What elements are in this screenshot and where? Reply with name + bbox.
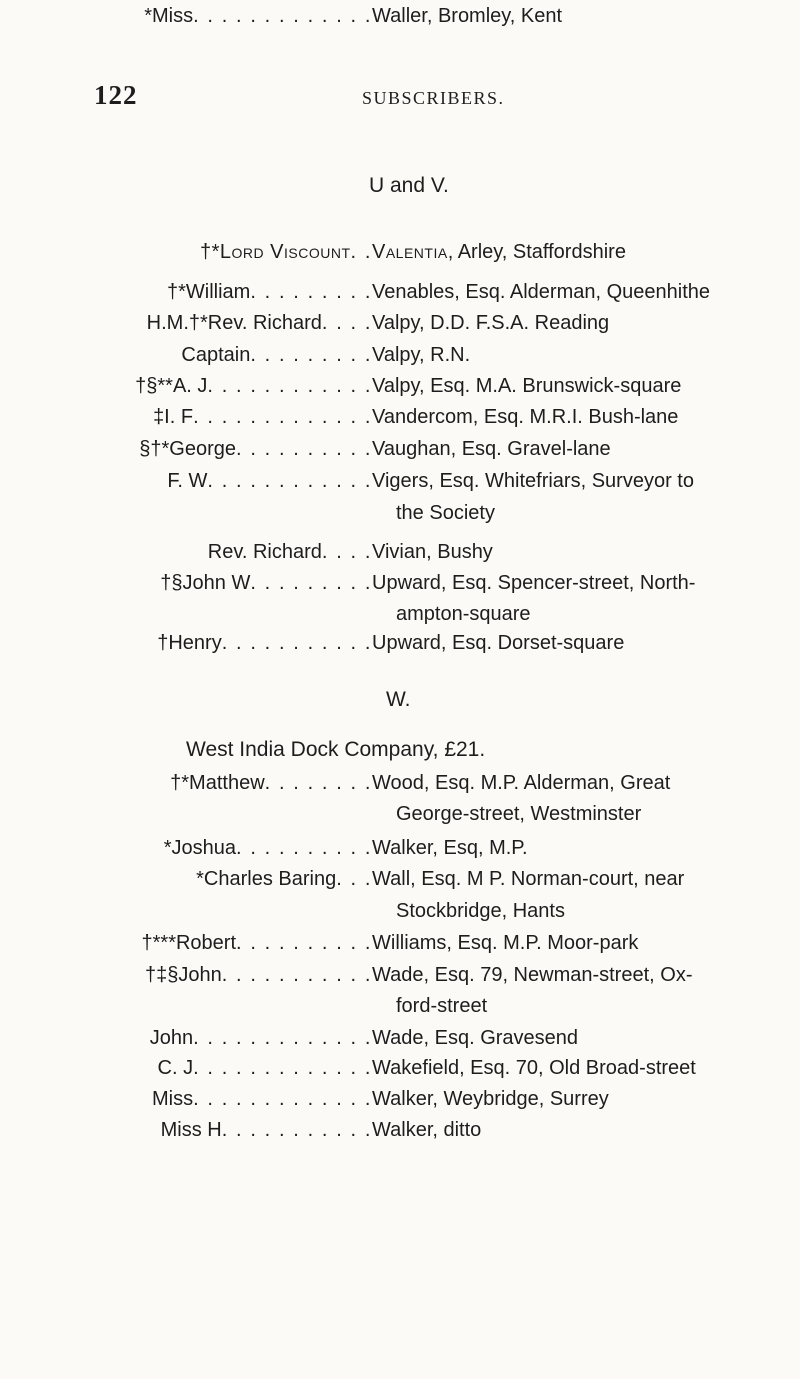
subscriber-detail: Valpy, R.N. — [372, 344, 471, 366]
subscriber-detail: Walker, ditto — [372, 1119, 482, 1141]
leader-dots: . . . . . . . . . . . . . — [193, 1027, 372, 1049]
given-name-text: †*Lord Viscount — [199, 241, 351, 263]
subscriber-detail: Walker, Weybridge, Surrey — [372, 1088, 609, 1110]
given-name-text: †§John W — [160, 572, 251, 594]
leader-dots: . . . . . . . . . . . . . — [193, 1088, 372, 1110]
leader-dots: . . . . . . . . . . . . — [207, 375, 372, 397]
given-name-text: †‡§John — [144, 964, 222, 986]
subscriber-detail-continuation: ford-street — [396, 995, 488, 1017]
subscriber-given-name — [157, 627, 372, 660]
given-name-text: §†*George — [139, 438, 237, 460]
leader-dots: . . . . — [321, 541, 372, 563]
subscriber-detail: Upward, Esq. Spencer-street, North- — [372, 572, 696, 594]
given-name-text: †***Robert — [141, 932, 237, 954]
leader-dots: . . . . . . . . . . . . . — [193, 1057, 372, 1079]
given-name-text: Miss — [151, 1088, 194, 1110]
section-intro-w: West India Dock Company, £21. — [186, 738, 486, 761]
subscriber-detail-continuation: George-street, Westminster — [396, 803, 642, 825]
leader-dots: . . . . . . . . . . — [236, 837, 372, 859]
given-name-text: †§**A. J — [135, 375, 208, 397]
subscriber-detail: Wall, Esq. M P. Norman-court, near — [372, 868, 685, 890]
subscriber-detail: Valpy, D.D. F.S.A. Reading — [372, 312, 610, 334]
given-name-text: †*William — [166, 281, 251, 303]
subscriber-given-name — [160, 567, 372, 600]
subscriber-given-name — [142, 927, 373, 960]
given-name-text: Rev. Richard — [207, 541, 322, 563]
subscriber-given-name — [164, 832, 372, 865]
subscriber-given-name — [147, 307, 372, 340]
given-name-text: C. J — [157, 1057, 194, 1079]
given-name-text: *Miss — [144, 5, 194, 27]
subscriber-detail: Valentia, Arley, Staffordshire — [372, 241, 626, 263]
subscriber-given-name — [208, 536, 372, 569]
subscriber-detail: Vandercom, Esq. M.R.I. Bush-lane — [372, 406, 679, 428]
given-name-text: Captain — [181, 344, 251, 366]
given-name-text: ‡I. F — [153, 406, 194, 428]
subscriber-given-name — [135, 370, 372, 403]
subscriber-given-name — [150, 1022, 372, 1055]
leader-dots: . . . . . . . . . . . — [221, 632, 372, 654]
subscriber-given-name — [139, 433, 372, 466]
subscriber-detail: Williams, Esq. M.P. Moor-park — [372, 932, 639, 954]
given-name-text: Miss H — [160, 1119, 222, 1141]
subscriber-detail: Walker, Esq, M.P. — [372, 837, 528, 859]
page-number: 122 — [94, 80, 138, 110]
subscriber-detail-continuation: Stockbridge, Hants — [396, 900, 565, 922]
leader-dots: . . . . . . . . . . . . . — [193, 406, 372, 428]
given-name-text: F. W — [167, 470, 208, 492]
subscriber-detail: Venables, Esq. Alderman, Queenhithe — [372, 281, 711, 303]
subscriber-given-name — [144, 0, 372, 33]
given-name-text: †Henry — [157, 632, 222, 654]
subscriber-given-name — [158, 1052, 372, 1085]
section-heading-uv: U and V. — [369, 174, 449, 197]
subscriber-given-name — [200, 236, 372, 269]
leader-dots: . . . . . . . . . . . . — [207, 470, 372, 492]
leader-dots: . . . . . . . . . . — [236, 438, 372, 460]
leader-dots: . . . . . . . . . . . — [221, 1119, 372, 1141]
subscriber-given-name — [181, 339, 372, 372]
running-head: SUBSCRIBERS. — [362, 88, 505, 108]
given-name-text: *Charles Baring — [196, 868, 337, 890]
leader-dots: . . . . — [321, 312, 372, 334]
subscriber-detail: Waller, Bromley, Kent — [372, 5, 563, 27]
subscriber-detail: Wood, Esq. M.P. Alderman, Great — [372, 772, 671, 794]
subscriber-detail: Wade, Esq. Gravesend — [372, 1027, 579, 1049]
leader-dots: . . . . . . . . — [264, 772, 372, 794]
subscriber-detail: Upward, Esq. Dorset-square — [372, 632, 625, 654]
given-name-text: †*Matthew — [170, 772, 265, 794]
subscriber-detail: Vivian, Bushy — [372, 541, 493, 563]
subscriber-detail: Vaughan, Esq. Gravel-lane — [372, 438, 611, 460]
given-name-text: H.M.†*Rev. Richard — [146, 312, 322, 334]
leader-dots: . . . . . . . . . — [250, 344, 372, 366]
leader-dots: . . . — [336, 868, 372, 890]
subscriber-given-name — [196, 863, 372, 896]
subscriber-given-name — [170, 767, 372, 800]
leader-dots: . . . . . . . . . — [250, 572, 372, 594]
given-name-text: *Joshua — [163, 837, 237, 859]
leader-dots: . . . . . . . . . . . — [221, 964, 372, 986]
leader-dots: . . . . . . . . . . — [236, 932, 372, 954]
subscriber-given-name — [161, 1114, 372, 1147]
subscriber-given-name — [145, 959, 372, 992]
leader-dots: . . . . . . . . . — [250, 281, 372, 303]
subscriber-detail-continuation: the Society — [396, 502, 495, 524]
subscriber-detail: Wakefield, Esq. 70, Old Broad-street — [372, 1057, 696, 1079]
leader-dots: . . — [350, 241, 372, 263]
subscriber-given-name — [152, 1083, 372, 1116]
subscriber-given-name — [167, 276, 372, 309]
subscriber-given-name — [153, 401, 372, 434]
subscriber-detail: Valpy, Esq. M.A. Brunswick-square — [372, 375, 682, 397]
subscriber-detail-continuation: ampton-square — [396, 603, 531, 625]
subscriber-detail: Wade, Esq. 79, Newman-street, Ox- — [372, 964, 693, 986]
given-name-text: John — [149, 1027, 194, 1049]
subscriber-given-name — [167, 465, 372, 498]
leader-dots: . . . . . . . . . . . . . — [193, 5, 372, 27]
section-heading-w: W. — [386, 688, 411, 711]
subscriber-detail: Vigers, Esq. Whitefriars, Surveyor to — [372, 470, 694, 492]
